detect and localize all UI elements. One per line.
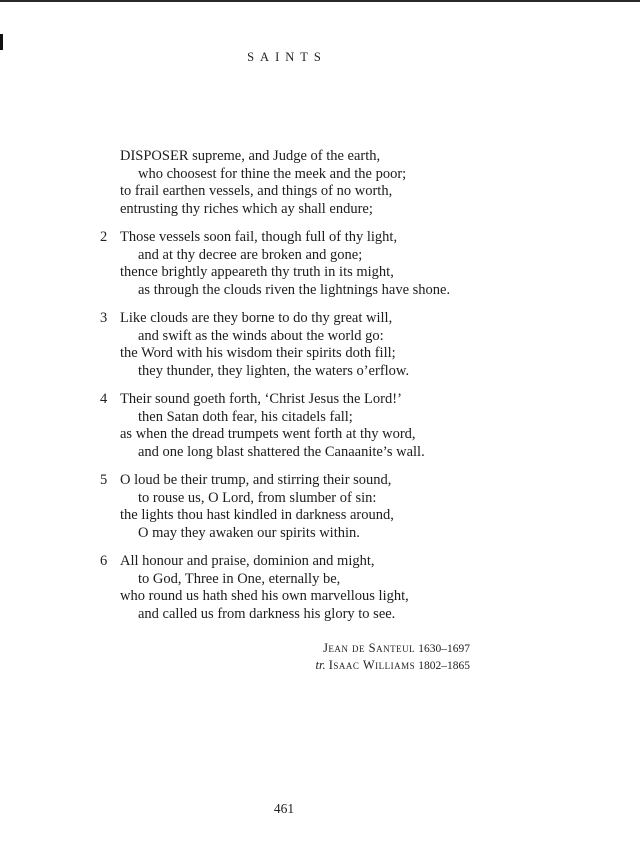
hymn-line: who choosest for thine the meek and the poor; — [138, 165, 407, 182]
author-dates: 1630–1697 — [418, 643, 470, 655]
verse-number: 3 — [100, 310, 108, 326]
verse-lines — [120, 148, 520, 218]
hymn-line: to rouse us, O Lord, from slumber of sin: — [138, 489, 377, 506]
verse-lines — [120, 310, 520, 380]
verse-number: 6 — [100, 553, 108, 569]
verse-1 — [100, 148, 520, 218]
verse-number: 5 — [100, 472, 108, 488]
verse-number — [100, 148, 120, 218]
hymn-line: thence brightly appeareth thy truth in its might, — [120, 264, 394, 280]
hymn-line: Their sound goeth forth, ‘Christ Jesus the Lord!’ — [120, 391, 402, 407]
running-head: SAINTS — [247, 50, 327, 64]
hymn-line: who round us hath shed his own marvellous light, — [120, 588, 409, 604]
author-name: Jean de Santeul — [323, 641, 416, 655]
hymn-line: to frail earthen vessels, and things of no worth, — [120, 183, 393, 199]
hymn-line: and swift as the winds about the world go: — [138, 327, 384, 344]
hymn-body — [100, 148, 520, 674]
verse-6 — [100, 553, 520, 623]
hymn-line: entrusting thy riches which ay shall endure; — [120, 200, 373, 217]
hymn-line: O may they awaken our spirits within. — [138, 524, 360, 541]
hymn-line: Those vessels soon fail, though full of thy light, — [120, 229, 398, 245]
hymn-line: as when the dread trumpets went forth at thy word, — [120, 426, 416, 442]
translator-dates: 1802–1865 — [418, 660, 470, 672]
translator-name: Isaac Williams — [328, 658, 416, 672]
hymn-line: the Word with his wisdom their spirits doth fill; — [120, 345, 396, 361]
translator-prefix: tr. — [315, 658, 326, 672]
hymn-line: as through the clouds riven the lightnings have shone. — [138, 281, 451, 298]
verse-number: 2 — [100, 229, 108, 245]
hymn-line: and at thy decree are broken and gone; — [138, 246, 363, 263]
hymn-line: the lights thou hast kindled in darkness around, — [120, 507, 394, 523]
verse-lines — [120, 472, 520, 542]
hymn-line: they thunder, they lighten, the waters o’erflow. — [138, 362, 410, 379]
page-number: 461 — [273, 801, 295, 816]
verse-4 — [100, 391, 520, 461]
verse-lines — [120, 391, 520, 461]
hymn-line: DISPOSER supreme, and Judge of the earth, — [120, 148, 381, 164]
attribution — [120, 640, 470, 674]
hymn-line: Like clouds are they borne to do thy great will, — [120, 310, 393, 326]
hymn-line: then Satan doth fear, his citadels fall; — [138, 408, 353, 425]
verse-5 — [100, 472, 520, 542]
hymn-line: All honour and praise, dominion and might, — [120, 553, 375, 569]
verse-2 — [100, 229, 520, 299]
hymn-line: to God, Three in One, eternally be, — [138, 570, 341, 587]
verse-lines — [120, 229, 520, 299]
attribution-translator — [120, 657, 470, 674]
attribution-author — [120, 640, 470, 657]
hymn-line: and one long blast shattered the Canaanite’s wall. — [138, 443, 425, 460]
hymn-line: and called us from darkness his glory to see. — [138, 605, 396, 622]
verse-3 — [100, 310, 520, 380]
verse-number: 4 — [100, 391, 108, 407]
hymn-line: O loud be their trump, and stirring their sound, — [120, 472, 392, 488]
verse-lines — [120, 553, 520, 623]
